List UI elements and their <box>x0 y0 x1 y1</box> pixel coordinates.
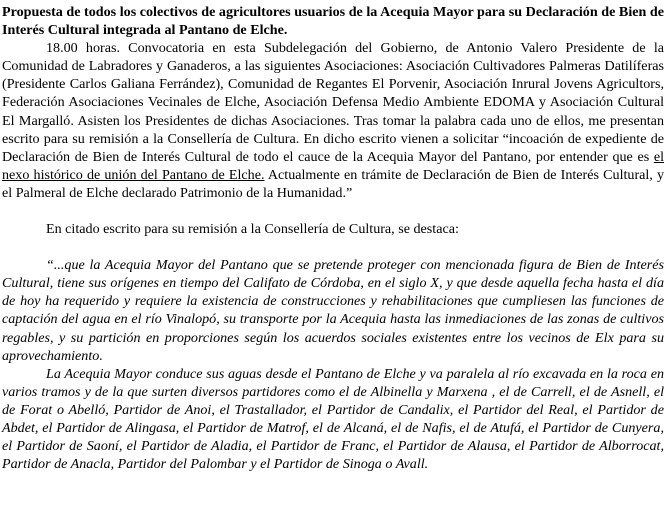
paragraph-convocatoria <box>2 39 664 202</box>
paragraph-convocatoria-text: 18.00 horas. Convocatoria en esta Subdelegación del Gobierno, de Antonio Valero Presidente de la Comunidad de Labradores y Ganaderos, a las siguientes Asociaciones: Asociación Cultivadores Palmeras Datilíferas (Presidente Carlos Galiana Ferrández), Comunidad de Regantes El Porvenir, Asociación Inrural Jovens Agricultors, Federación Asociaciones Vecinales de Elche, Asociación Defensa Medio Ambiente EDOMA y Asociación Cultural El Margalló. Asisten los Presidentes de dichas Asociaciones. Tras tomar la palabra cada uno de ellos, me presentan escrito para su remisión a la Consellería de Cultura. En dicho escrito vienen a solicitar “incoación de expediente de Declaración de Bien de Interés Cultural de todo el cauce de la Acequia Mayor del Pantano, por entender que es <box>2 40 664 165</box>
paragraph-intro-quote: En citado escrito para su remisión a la Consellería de Cultura, se destaca: <box>46 221 459 238</box>
quote-paragraph-partidores: La Acequia Mayor conduce sus aguas desde el Pantano de Elche y va paralela al río excavada en la roca en varios tramos y de la que surten diversos partidores como el de Albinella y Marxena , el de Carrell, el de Asnell, el de Forat o Abelló, Partidor de Anoi, el Trastallador, el Partidor de Candalix, el Partidor del Real, el Partidor de Abdet, el Partidor de Alingasa, el Partidor de Matrof, el de Alcaná, el de Nafis, el de Atufá, el Partidor de Cunyera, el Partidor de Saoní, el Partidor de Aladia, el Partidor de Franc, el Partidor de Alausa, el Partidor de Alborrocat, Partidor de Anacla, Partidor del Palombar y el Partidor de Sinoga o Avall. <box>2 365 664 473</box>
document-page <box>2 3 664 473</box>
quote-paragraph-origins: “...que la Acequia Mayor del Pantano que se pretende proteger con mencionada figura de Bien de Interés Cultural, tiene sus orígenes en tiempo del Califato de Córdoba, en el siglo X, y que desde aquella fecha hasta el día de hoy ha requerido y requiere la existencia de construcciones y rehabilitaciones que cumpliesen las funciones de captación del agua en el río Vinalopó, su transporte por la Acequia hasta las inmediaciones de las zonas de cultivos regables, y su partición en proporciones según los acuerdos sociales existentes entre los vecinos de Elx para su aprovechamiento. <box>2 257 664 364</box>
document-heading: Propuesta de todos los colectivos de agricultores usuarios de la Acequia Mayor para su Declaración de Bien de Interés Cultural integrada al Pantano de Elche. <box>2 4 664 39</box>
paragraph-convocatoria-end: Actualmente en trámite de Declaración de Bien de Interés Cultural, y el Palmeral de Elche declarado Patrimonio de la Humanidad.” <box>2 166 664 201</box>
underlined-phrase: el nexo histórico de unión del Pantano de Elche. <box>2 148 664 183</box>
